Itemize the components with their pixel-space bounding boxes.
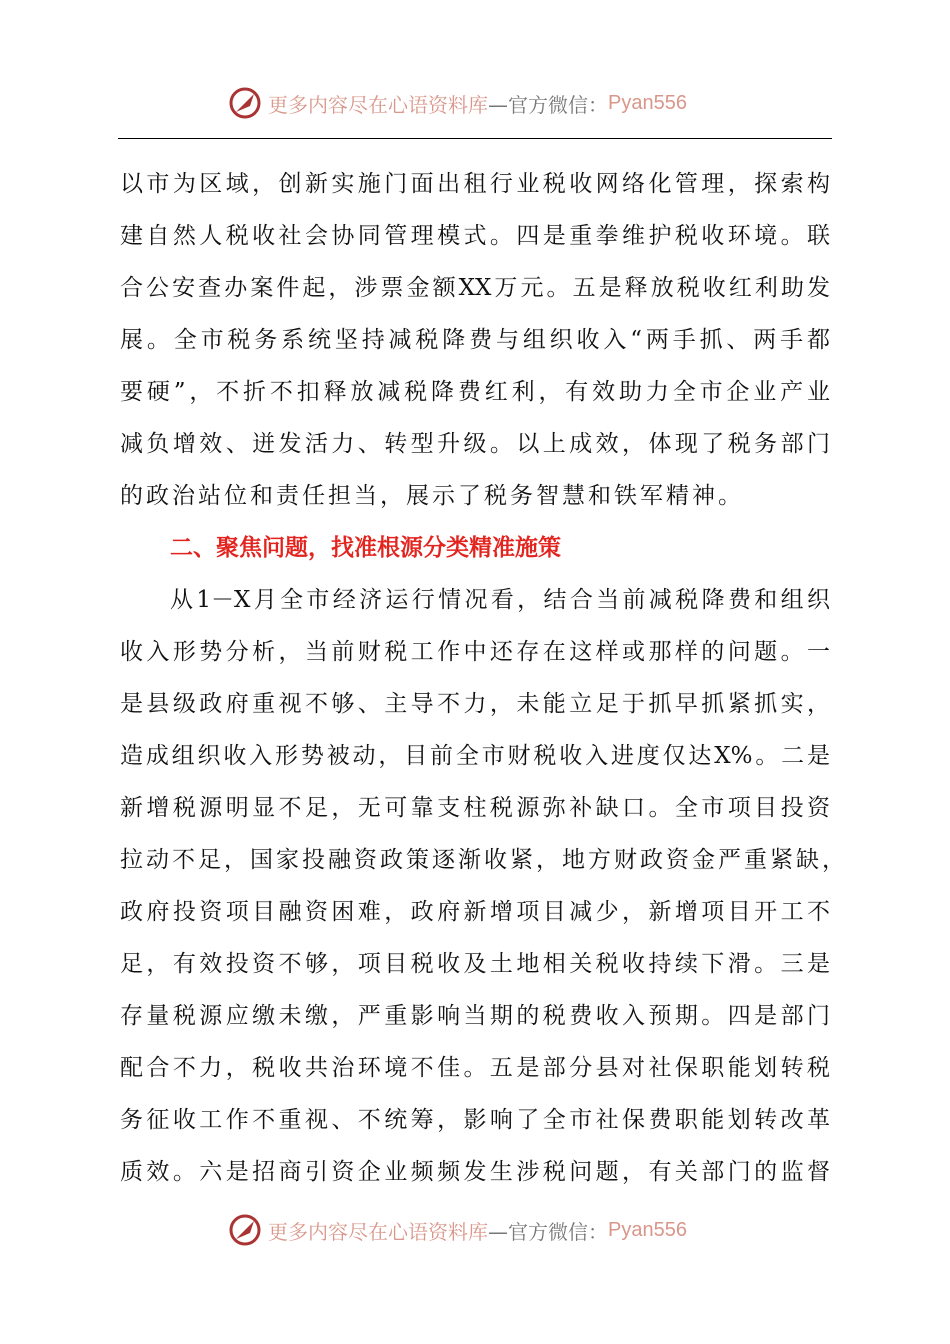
document-body (120, 158, 845, 1198)
header-rule (118, 138, 832, 139)
text-line: 从1－X月全市经济运行情况看，结合当前减税降费和组织 (170, 587, 830, 613)
watermark-text: 更多内容尽在心语资料库 (268, 1219, 488, 1244)
text-line: 要硬”，不折不扣释放减税降费红利，有效助力全市企业产业 (120, 379, 830, 405)
text-line: 合公安查办案件起，涉票金额XX万元。五是释放税收红利助发 (120, 275, 830, 301)
watermark-label: —官方微信： (488, 1219, 608, 1244)
header-watermark (228, 85, 687, 121)
text-line: 务征收工作不重视、不统筹，影响了全市社保费职能划转改革 (120, 1107, 830, 1133)
watermark-text: 更多内容尽在心语资料库 (268, 92, 488, 117)
watermark-id: Pyan556 (608, 1218, 687, 1241)
text-line: 新增税源明显不足，无可靠支柱税源弥补缺口。全市项目投资 (120, 795, 830, 821)
text-line: 的政治站位和责任担当，展示了税务智慧和铁军精神。 (120, 483, 744, 509)
text-line: 是县级政府重视不够、主导不力，未能立足于抓早抓紧抓实， (120, 691, 830, 717)
text-line: 造成组织收入形势被动，目前全市财税收入进度仅达X%。二是 (120, 743, 830, 769)
pen-logo-icon (228, 86, 262, 120)
pen-logo-icon (228, 1213, 262, 1247)
text-line: 建自然人税收社会协同管理模式。四是重拳维护税收环境。联 (120, 223, 830, 249)
watermark-label: —官方微信： (488, 92, 608, 117)
text-line: 足，有效投资不够，项目税收及土地相关税收持续下滑。三是 (120, 951, 830, 977)
text-line: 存量税源应缴未缴，严重影响当期的税费收入预期。四是部门 (120, 1003, 830, 1029)
watermark-id: Pyan556 (608, 91, 687, 114)
text-line: 拉动不足，国家投融资政策逐渐收紧，地方财政资金严重紧缺， (120, 847, 845, 873)
text-line: 减负增效、迸发活力、转型升级。以上成效，体现了税务部门 (120, 431, 830, 457)
section-heading: 二、聚焦问题，找准根源分类精准施策 (170, 535, 561, 561)
footer-watermark (228, 1212, 687, 1248)
text-line: 以市为区域，创新实施门面出租行业税收网络化管理，探索构 (120, 171, 830, 197)
text-line: 收入形势分析，当前财税工作中还存在这样或那样的问题。一 (120, 639, 830, 665)
text-line: 质效。六是招商引资企业频频发生涉税问题，有关部门的监督 (120, 1159, 830, 1185)
text-line: 政府投资项目融资困难，政府新增项目减少，新增项目开工不 (120, 899, 830, 925)
text-line: 配合不力，税收共治环境不佳。五是部分县对社保职能划转税 (120, 1055, 830, 1081)
text-line: 展。全市税务系统坚持减税降费与组织收入“两手抓、两手都 (120, 327, 830, 353)
